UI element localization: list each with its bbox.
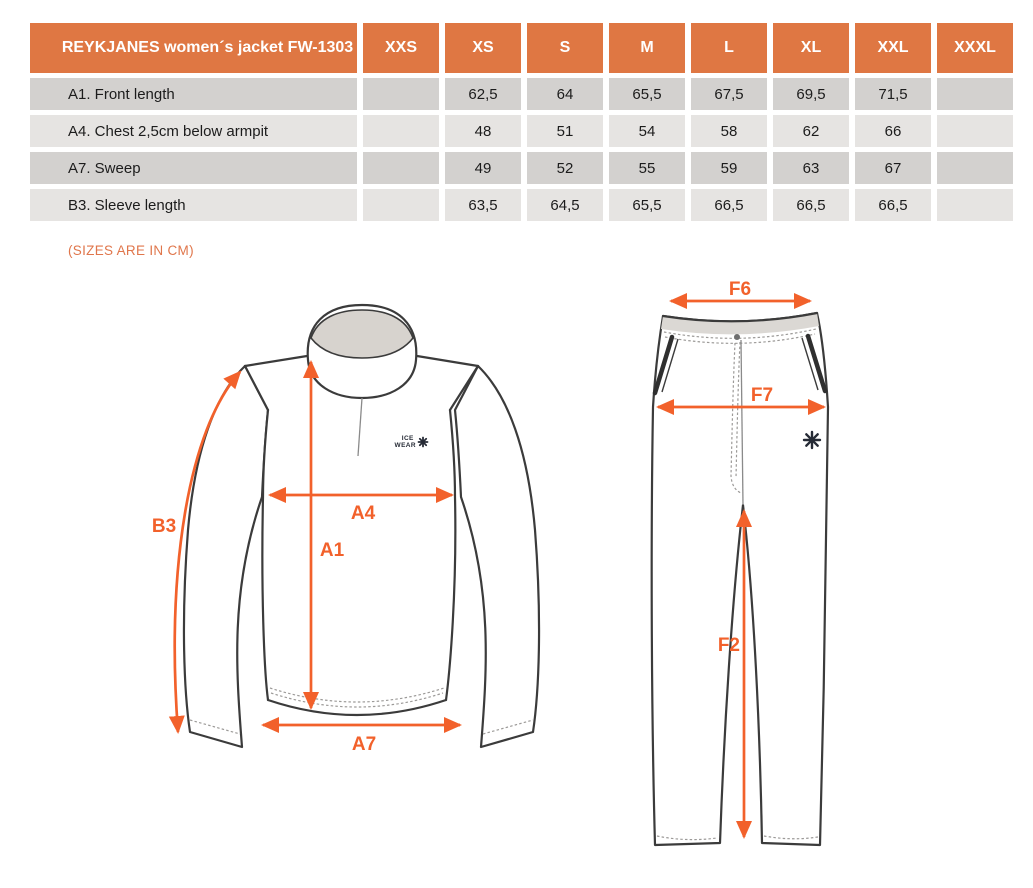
cell-value: 49 [445,152,521,184]
logo-line1: ICE [401,435,414,442]
pants-diagram [620,280,860,880]
jacket-left-sleeve [184,366,268,747]
jacket-diagram [120,290,550,770]
jacket-drawing [120,290,550,770]
snowflake-logo-icon [804,432,820,448]
f7-label: F7 [750,385,774,406]
row-label: A1. Front length [30,78,357,110]
cell-value [937,152,1013,184]
cell-value: 67,5 [691,78,767,110]
column-header-m: M [609,23,685,73]
table-title: REYKJANES women´s jacket FW-1303 [30,23,357,73]
cell-value: 55 [609,152,685,184]
f2-label: F2 [717,635,740,656]
cell-value [363,152,439,184]
a4-label: A4 [350,503,376,524]
f6-label: F6 [728,280,752,300]
cell-value: 66,5 [855,189,931,221]
table-header-row [30,23,1013,73]
table-row [30,189,1013,221]
sizes-unit-note: (SIZES ARE IN CM) [68,243,194,258]
column-header-xs: XS [445,23,521,73]
cell-value: 62,5 [445,78,521,110]
cell-value: 65,5 [609,78,685,110]
cell-value: 65,5 [609,189,685,221]
table-row [30,115,1013,147]
cell-value: 62 [773,115,849,147]
cell-value: 63 [773,152,849,184]
column-header-xxs: XXS [363,23,439,73]
cell-value: 64,5 [527,189,603,221]
a7-label: A7 [351,734,377,755]
cell-value: 58 [691,115,767,147]
cell-value: 52 [527,152,603,184]
table-row [30,78,1013,110]
cell-value: 71,5 [855,78,931,110]
size-table [24,18,1019,226]
row-label: A4. Chest 2,5cm below armpit [30,115,357,147]
cell-value: 66,5 [691,189,767,221]
cell-value [937,189,1013,221]
column-header-xl: XL [773,23,849,73]
cell-value: 67 [855,152,931,184]
pants-outline [652,313,828,845]
logo-line2: WEAR [394,442,416,449]
cell-value [937,78,1013,110]
cell-value: 54 [609,115,685,147]
cell-value [937,115,1013,147]
column-header-xxxl: XXXL [937,23,1013,73]
cell-value: 66,5 [773,189,849,221]
column-header-s: S [527,23,603,73]
waist-button [734,334,740,340]
b3-label: B3 [151,516,177,537]
cell-value: 48 [445,115,521,147]
table-row [30,152,1013,184]
column-header-l: L [691,23,767,73]
cell-value: 69,5 [773,78,849,110]
cell-value [363,115,439,147]
cell-value: 64 [527,78,603,110]
cell-value: 51 [527,115,603,147]
pants-drawing [620,280,860,880]
row-label: A7. Sweep [30,152,357,184]
cell-value [363,189,439,221]
logo-snowflake-icon [419,438,428,447]
column-header-xxl: XXL [855,23,931,73]
cell-value [363,78,439,110]
cell-value: 59 [691,152,767,184]
cell-value: 66 [855,115,931,147]
row-label: B3. Sleeve length [30,189,357,221]
jacket-right-sleeve [455,366,539,747]
cell-value: 63,5 [445,189,521,221]
a1-label: A1 [319,540,345,561]
